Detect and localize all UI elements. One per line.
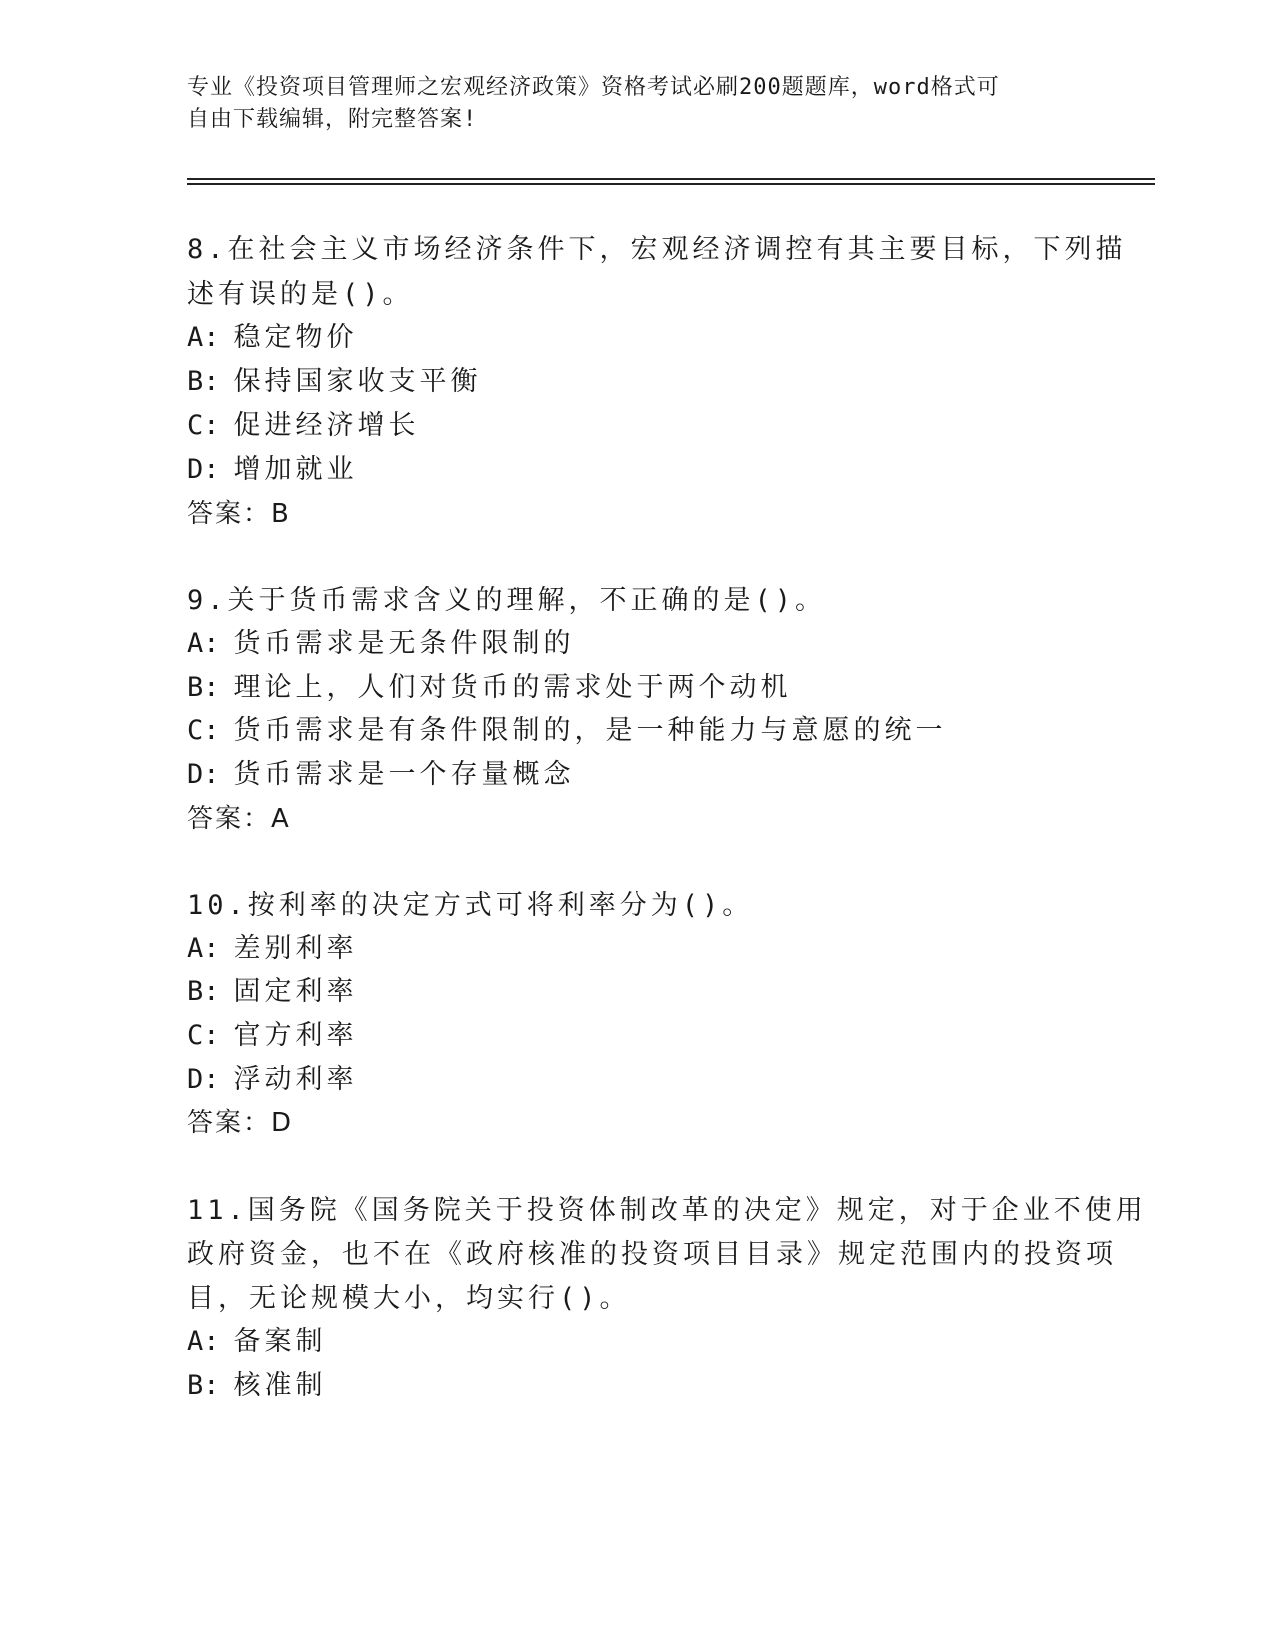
header-divider-bottom <box>187 183 1155 185</box>
question-10-option-c: C: 官方利率 <box>187 1020 358 1051</box>
question-9-option-a: A: 货币需求是无条件限制的 <box>187 628 575 659</box>
question-10-option-d: D: 浮动利率 <box>187 1064 358 1095</box>
question-9-text-line-1: 9.关于货币需求含义的理解，不正确的是()。 <box>187 585 827 616</box>
question-10-option-a: A: 差别利率 <box>187 933 358 964</box>
question-10-answer: 答案：D <box>187 1108 294 1138</box>
question-9-answer: 答案：A <box>187 804 291 834</box>
question-8-text-line-1: 8.在社会主义市场经济条件下，宏观经济调控有其主要目标，下列描 <box>187 234 1127 265</box>
question-8-option-d: D: 增加就业 <box>187 454 358 485</box>
question-8-option-b: B: 保持国家收支平衡 <box>187 366 482 397</box>
question-8-answer: 答案：B <box>187 499 291 529</box>
question-10-text-line-1: 10.按利率的决定方式可将利率分为()。 <box>187 890 754 921</box>
question-10-option-b: B: 固定利率 <box>187 976 358 1007</box>
question-11-option-b: B: 核准制 <box>187 1370 327 1401</box>
question-8-text-line-2: 述有误的是()。 <box>187 279 414 310</box>
question-9-option-c: C: 货币需求是有条件限制的，是一种能力与意愿的统一 <box>187 715 947 746</box>
header-line-1: 专业《投资项目管理师之宏观经济政策》资格考试必刷200题题库，word格式可 <box>187 75 1000 100</box>
question-11-text-line-3: 目，无论规模大小，均实行()。 <box>187 1283 631 1314</box>
document-header <box>187 72 1067 136</box>
question-8-option-a: A: 稳定物价 <box>187 322 358 353</box>
header-line-2: 自由下载编辑，附完整答案! <box>187 107 478 132</box>
question-9-option-d: D: 货币需求是一个存量概念 <box>187 759 575 790</box>
question-8-option-c: C: 促进经济增长 <box>187 410 420 441</box>
header-divider-top <box>187 178 1155 180</box>
question-11-text-line-2: 政府资金，也不在《政府核准的投资项目目录》规定范围内的投资项 <box>187 1239 1117 1270</box>
question-11-option-a: A: 备案制 <box>187 1326 327 1357</box>
question-11-text-line-1: 11.国务院《国务院关于投资体制改革的决定》规定，对于企业不使用 <box>187 1195 1147 1226</box>
question-9-option-b: B: 理论上，人们对货币的需求处于两个动机 <box>187 672 792 703</box>
